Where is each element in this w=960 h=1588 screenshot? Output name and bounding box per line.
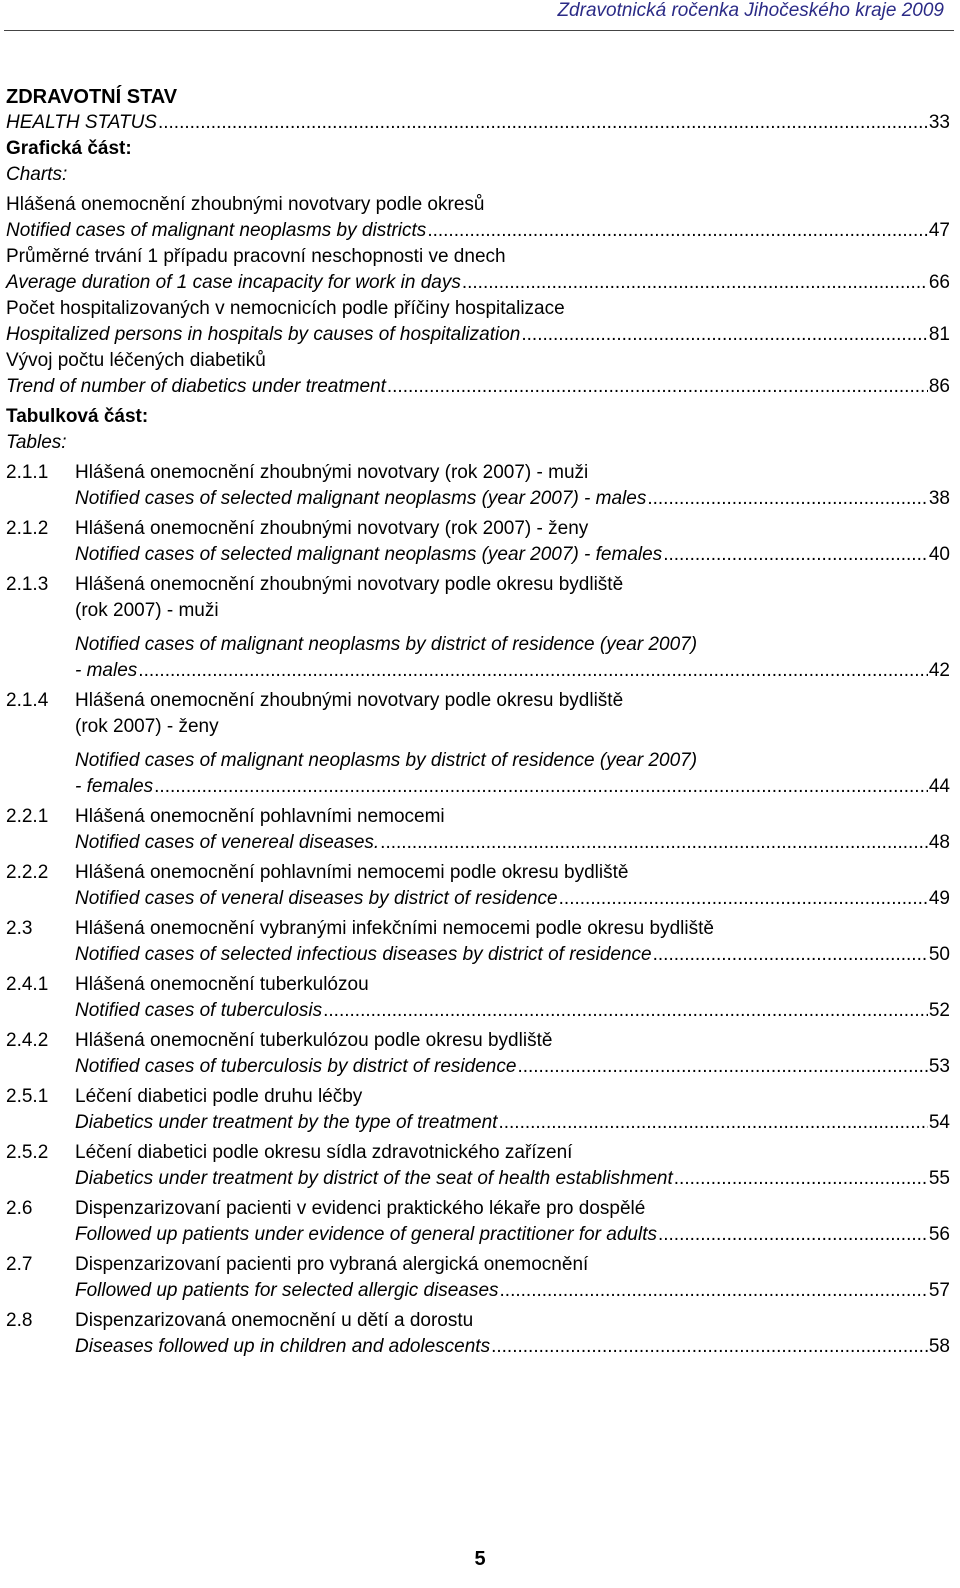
page-ref: 53	[928, 1056, 950, 1077]
entry-cz-line	[6, 916, 950, 942]
entry-cz-line-2	[6, 598, 950, 624]
entry-title-en: Followed up patients under evidence of general practitioner for adults	[75, 1224, 657, 1245]
entry-cz-line	[6, 1028, 950, 1054]
page-ref: 58	[928, 1336, 950, 1357]
page-ref: 86	[928, 376, 950, 397]
entry-title-cz: Hlášená onemocnění pohlavními nemocemi	[75, 806, 445, 827]
entry-number: 2.1.1	[6, 462, 49, 483]
entry-title-cz-cont: (rok 2007) - ženy	[75, 716, 219, 737]
entry-cz-line	[6, 860, 950, 886]
entry-cz-line	[6, 572, 950, 598]
dot-leader	[647, 486, 928, 512]
dot-leader	[158, 110, 928, 136]
entry-en-line-2	[6, 658, 950, 684]
table-entry	[6, 1308, 950, 1364]
entry-title-cz: Hlášená onemocnění zhoubnými novotvary (rok 2007) - muži	[75, 462, 589, 483]
entry-number: 2.2.2	[6, 862, 49, 883]
page-ref: 54	[928, 1112, 950, 1133]
dot-leader	[559, 886, 928, 912]
entry-title-cz: Počet hospitalizovaných v nemocnicích podle příčiny hospitalizace	[6, 298, 565, 319]
entry-en-line	[6, 542, 950, 568]
entry-en-line	[6, 1110, 950, 1136]
dot-leader	[500, 1278, 928, 1304]
entry-en-line	[6, 1166, 950, 1192]
page-ref: 38	[928, 488, 950, 509]
running-header: Zdravotnická ročenka Jihočeského kraje 2009	[557, 0, 944, 21]
chart-entry	[6, 296, 950, 348]
entry-title-en: Diabetics under treatment by district of the seat of health establishment	[75, 1168, 673, 1189]
dot-leader	[138, 658, 928, 684]
entry-en-line	[6, 1222, 950, 1248]
entry-title-en: Average duration of 1 case incapacity for work in days	[6, 272, 461, 293]
entry-title-en: Notified cases of selected malignant neoplasms (year 2007) - females	[75, 544, 663, 565]
entry-title-cz: Hlášená onemocnění vybranými infekčními nemocemi podle okresu bydliště	[75, 918, 714, 939]
entry-title-cz: Léčení diabetici podle druhu léčby	[75, 1086, 363, 1107]
dot-leader	[498, 1110, 927, 1136]
entry-en-line	[6, 270, 950, 296]
entry-number: 2.1.3	[6, 574, 49, 595]
dot-leader	[154, 774, 928, 800]
page-ref: 40	[928, 544, 950, 565]
dot-leader	[387, 374, 928, 400]
entry-number: 2.2.1	[6, 806, 49, 827]
entry-title-en: Notified cases of malignant neoplasms by district of residence (year 2007)	[75, 634, 698, 655]
entry-title-cz: Hlášená onemocnění zhoubnými novotvary (rok 2007) - ženy	[75, 518, 589, 539]
entry-en-line	[6, 218, 950, 244]
entry-cz-line	[6, 1196, 950, 1222]
entry-title-en: Notified cases of veneral diseases by district of residence	[75, 888, 558, 909]
entry-title-cz: Hlášená onemocnění zhoubnými novotvary podle okresu bydliště	[75, 574, 624, 595]
charts-heading-en: Charts:	[6, 164, 68, 185]
section-title-en-line	[6, 110, 950, 136]
tables-heading-en: Tables:	[6, 432, 67, 453]
dot-leader	[658, 1222, 928, 1248]
entry-cz-line-2	[6, 714, 950, 740]
entry-number: 2.1.4	[6, 690, 49, 711]
entry-title-cz: Dispenzarizovaní pacienti v evidenci praktického lékaře pro dospělé	[75, 1198, 646, 1219]
entry-title-en: Trend of number of diabetics under treatment	[6, 376, 386, 397]
entry-title-en: Notified cases of selected malignant neoplasms (year 2007) - males	[75, 488, 647, 509]
entry-number: 2.1.2	[6, 518, 49, 539]
entry-cz-line	[6, 972, 950, 998]
page-ref: 52	[928, 1000, 950, 1021]
entry-en-line	[6, 1278, 950, 1304]
dot-leader	[663, 542, 928, 568]
entry-title-cz: Hlášená onemocnění tuberkulózou podle okresu bydliště	[75, 1030, 553, 1051]
chart-entry	[6, 244, 950, 296]
dot-leader	[517, 1054, 927, 1080]
tables-heading-cz: Tabulková část:	[6, 406, 149, 427]
entry-title-cz: Léčení diabetici podle okresu sídla zdravotnického zařízení	[75, 1142, 573, 1163]
entry-number: 2.3	[6, 918, 33, 939]
entry-cz-line	[6, 516, 950, 542]
entry-en-line	[6, 1334, 950, 1360]
entry-title-en: Hospitalized persons in hospitals by causes of hospitalization	[6, 324, 521, 345]
table-entry	[6, 572, 950, 688]
page-number: 5	[474, 1548, 486, 1570]
table-entry	[6, 1084, 950, 1140]
tables-list	[6, 460, 950, 1364]
entry-cz-line	[6, 460, 950, 486]
entry-number: 2.5.1	[6, 1086, 49, 1107]
entry-title-cz: Hlášená onemocnění pohlavními nemocemi podle okresu bydliště	[75, 862, 629, 883]
page-ref: 44	[928, 776, 950, 797]
dot-leader	[491, 1334, 928, 1360]
table-entry	[6, 1196, 950, 1252]
entry-en-line	[6, 942, 950, 968]
entry-cz-line	[6, 1084, 950, 1110]
entry-en-line	[6, 486, 950, 512]
charts-list	[6, 192, 950, 400]
entry-number: 2.5.2	[6, 1142, 49, 1163]
dot-leader	[653, 942, 928, 968]
entry-number: 2.7	[6, 1254, 33, 1275]
table-entry	[6, 1028, 950, 1084]
dot-leader	[521, 322, 928, 348]
entry-title-cz-cont: (rok 2007) - muži	[75, 600, 219, 621]
entry-en-line	[6, 1054, 950, 1080]
entry-title-en: Notified cases of venereal diseases.	[75, 832, 380, 853]
chart-entry	[6, 192, 950, 244]
table-entry	[6, 688, 950, 804]
entry-cz-line	[6, 688, 950, 714]
entry-en-line	[6, 322, 950, 348]
table-entry	[6, 516, 950, 572]
table-of-contents	[6, 84, 950, 1364]
page-ref: 49	[928, 888, 950, 909]
page-ref: 66	[928, 272, 950, 293]
entry-cz-line	[6, 1252, 950, 1278]
entry-title-en: Notified cases of tuberculosis	[75, 1000, 323, 1021]
dot-leader	[323, 998, 928, 1024]
entry-title-cz: Hlášená onemocnění zhoubnými novotvary podle okresů	[6, 194, 485, 215]
entry-en-line	[6, 748, 950, 774]
page-ref: 33	[928, 112, 950, 133]
entry-title-cz: Vývoj počtu léčených diabetiků	[6, 350, 266, 371]
entry-title-cz: Hlášená onemocnění tuberkulózou	[75, 974, 369, 995]
entry-en-line	[6, 998, 950, 1024]
spacer	[6, 624, 950, 632]
entry-title-en: Followed up patients for selected allergic diseases	[75, 1280, 499, 1301]
page-ref: 48	[928, 832, 950, 853]
entry-title-en: Notified cases of malignant neoplasms by district of residence (year 2007)	[75, 750, 698, 771]
entry-cz-line	[6, 1140, 950, 1166]
section-title-cz: ZDRAVOTNÍ STAV	[6, 86, 178, 108]
table-entry	[6, 972, 950, 1028]
charts-heading-cz: Grafická část:	[6, 138, 132, 159]
entry-en-line-2	[6, 774, 950, 800]
entry-en-line	[6, 632, 950, 658]
table-entry	[6, 804, 950, 860]
page-ref: 81	[928, 324, 950, 345]
entry-title-en: Notified cases of tuberculosis by district of residence	[75, 1056, 517, 1077]
chart-entry	[6, 348, 950, 400]
page-ref: 55	[928, 1168, 950, 1189]
entry-en-line	[6, 886, 950, 912]
dot-leader	[380, 830, 928, 856]
dot-leader	[462, 270, 928, 296]
entry-title-en: Diseases followed up in children and adolescents	[75, 1336, 491, 1357]
page-ref: 47	[928, 220, 950, 241]
entry-en-line	[6, 830, 950, 856]
section-title-en: HEALTH STATUS	[6, 112, 157, 133]
entry-number: 2.8	[6, 1310, 33, 1331]
page-ref: 57	[928, 1280, 950, 1301]
entry-cz-line	[6, 1308, 950, 1334]
entry-number: 2.4.2	[6, 1030, 49, 1051]
entry-title-cz: Dispenzarizovaná onemocnění u dětí a dorostu	[75, 1310, 474, 1331]
entry-title-en: Notified cases of malignant neoplasms by districts	[6, 220, 427, 241]
entry-number: 2.4.1	[6, 974, 49, 995]
table-entry	[6, 860, 950, 916]
table-entry	[6, 1252, 950, 1308]
entry-title-cz: Hlášená onemocnění zhoubnými novotvary podle okresu bydliště	[75, 690, 624, 711]
entry-cz-line	[6, 804, 950, 830]
table-entry	[6, 1140, 950, 1196]
spacer	[6, 740, 950, 748]
entry-title-en-cont: - males	[75, 660, 138, 681]
header-rule	[4, 30, 954, 31]
table-entry	[6, 460, 950, 516]
entry-number: 2.6	[6, 1198, 33, 1219]
entry-title-cz: Dispenzarizovaní pacienti pro vybraná alergická onemocnění	[75, 1254, 589, 1275]
entry-title-cz: Průměrné trvání 1 případu pracovní neschopnosti ve dnech	[6, 246, 506, 267]
dot-leader	[674, 1166, 928, 1192]
spacer	[6, 1360, 950, 1364]
page-ref: 42	[928, 660, 950, 681]
table-entry	[6, 916, 950, 972]
entry-title-en-cont: - females	[75, 776, 154, 797]
page-ref: 50	[928, 944, 950, 965]
page-ref: 56	[928, 1224, 950, 1245]
dot-leader	[427, 218, 928, 244]
entry-en-line	[6, 374, 950, 400]
entry-title-en: Diabetics under treatment by the type of treatment	[75, 1112, 498, 1133]
entry-title-en: Notified cases of selected infectious diseases by district of residence	[75, 944, 652, 965]
